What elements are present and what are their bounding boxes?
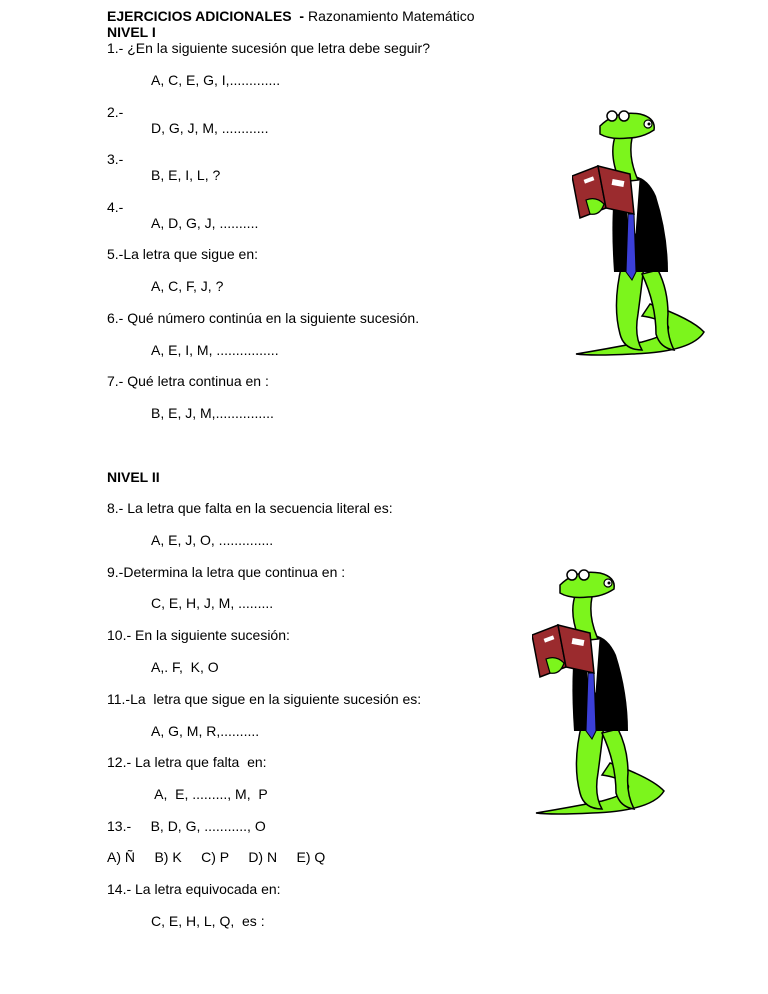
title-bold: EJERCICIOS ADICIONALES -	[107, 8, 305, 24]
sequence-3: B, E, I, L, ?	[151, 167, 221, 183]
sequence-5: A, C, F, J, ?	[151, 278, 224, 294]
question-11: 11.-La letra que sigue en la siguiente sucesión es:	[107, 691, 422, 707]
question-12: 12.- La letra que falta en:	[107, 754, 267, 770]
sequence-1: A, C, E, G, I,.............	[151, 72, 281, 88]
sequence-12: A, E, ........., M, P	[151, 786, 268, 802]
sequence-8: A, E, J, O, ..............	[151, 532, 274, 548]
sequence-7: B, E, J, M,...............	[151, 405, 274, 421]
sequence-10: A,. F, K, O	[151, 659, 219, 675]
question-1: 1.- ¿En la siguiente sucesión que letra debe seguir?	[107, 40, 430, 56]
title-subject: Razonamiento Matemático	[304, 8, 475, 24]
sequence-6: A, E, I, M, ................	[151, 342, 279, 358]
level1-heading: NIVEL I	[107, 24, 156, 40]
question-10: 10.- En la siguiente sucesión:	[107, 627, 290, 643]
question-13: 13.- B, D, G, ..........., O	[107, 818, 266, 834]
sequence-14: C, E, H, L, Q, es :	[151, 913, 265, 929]
question-4: 4.-	[107, 199, 124, 215]
sequence-11: A, G, M, R,..........	[151, 723, 260, 739]
sequence-4: A, D, G, J, ..........	[151, 215, 259, 231]
question-2: 2.-	[107, 104, 124, 120]
question-3: 3.-	[107, 151, 124, 167]
question-8: 8.- La letra que falta en la secuencia literal es:	[107, 500, 393, 516]
sequence-9: C, E, H, J, M, .........	[151, 595, 274, 611]
question-6: 6.- Qué número continúa en la siguiente sucesión.	[107, 310, 420, 326]
reading-dinosaur-icon	[572, 104, 708, 360]
dinosaur-figure	[532, 570, 664, 814]
reading-dinosaur-icon	[532, 563, 668, 819]
question-14: 14.- La letra equivocada en:	[107, 881, 281, 897]
answer-options-13: A) Ñ B) K C) P D) N E) Q	[107, 849, 326, 865]
question-9: 9.-Determina la letra que continua en :	[107, 564, 346, 580]
dinosaur-figure	[572, 111, 704, 355]
sequence-2: D, G, J, M, ............	[151, 120, 269, 136]
question-7: 7.- Qué letra continua en :	[107, 373, 269, 389]
level2-heading: NIVEL II	[107, 469, 160, 485]
page-title	[107, 8, 474, 24]
question-5: 5.-La letra que sigue en:	[107, 246, 258, 262]
